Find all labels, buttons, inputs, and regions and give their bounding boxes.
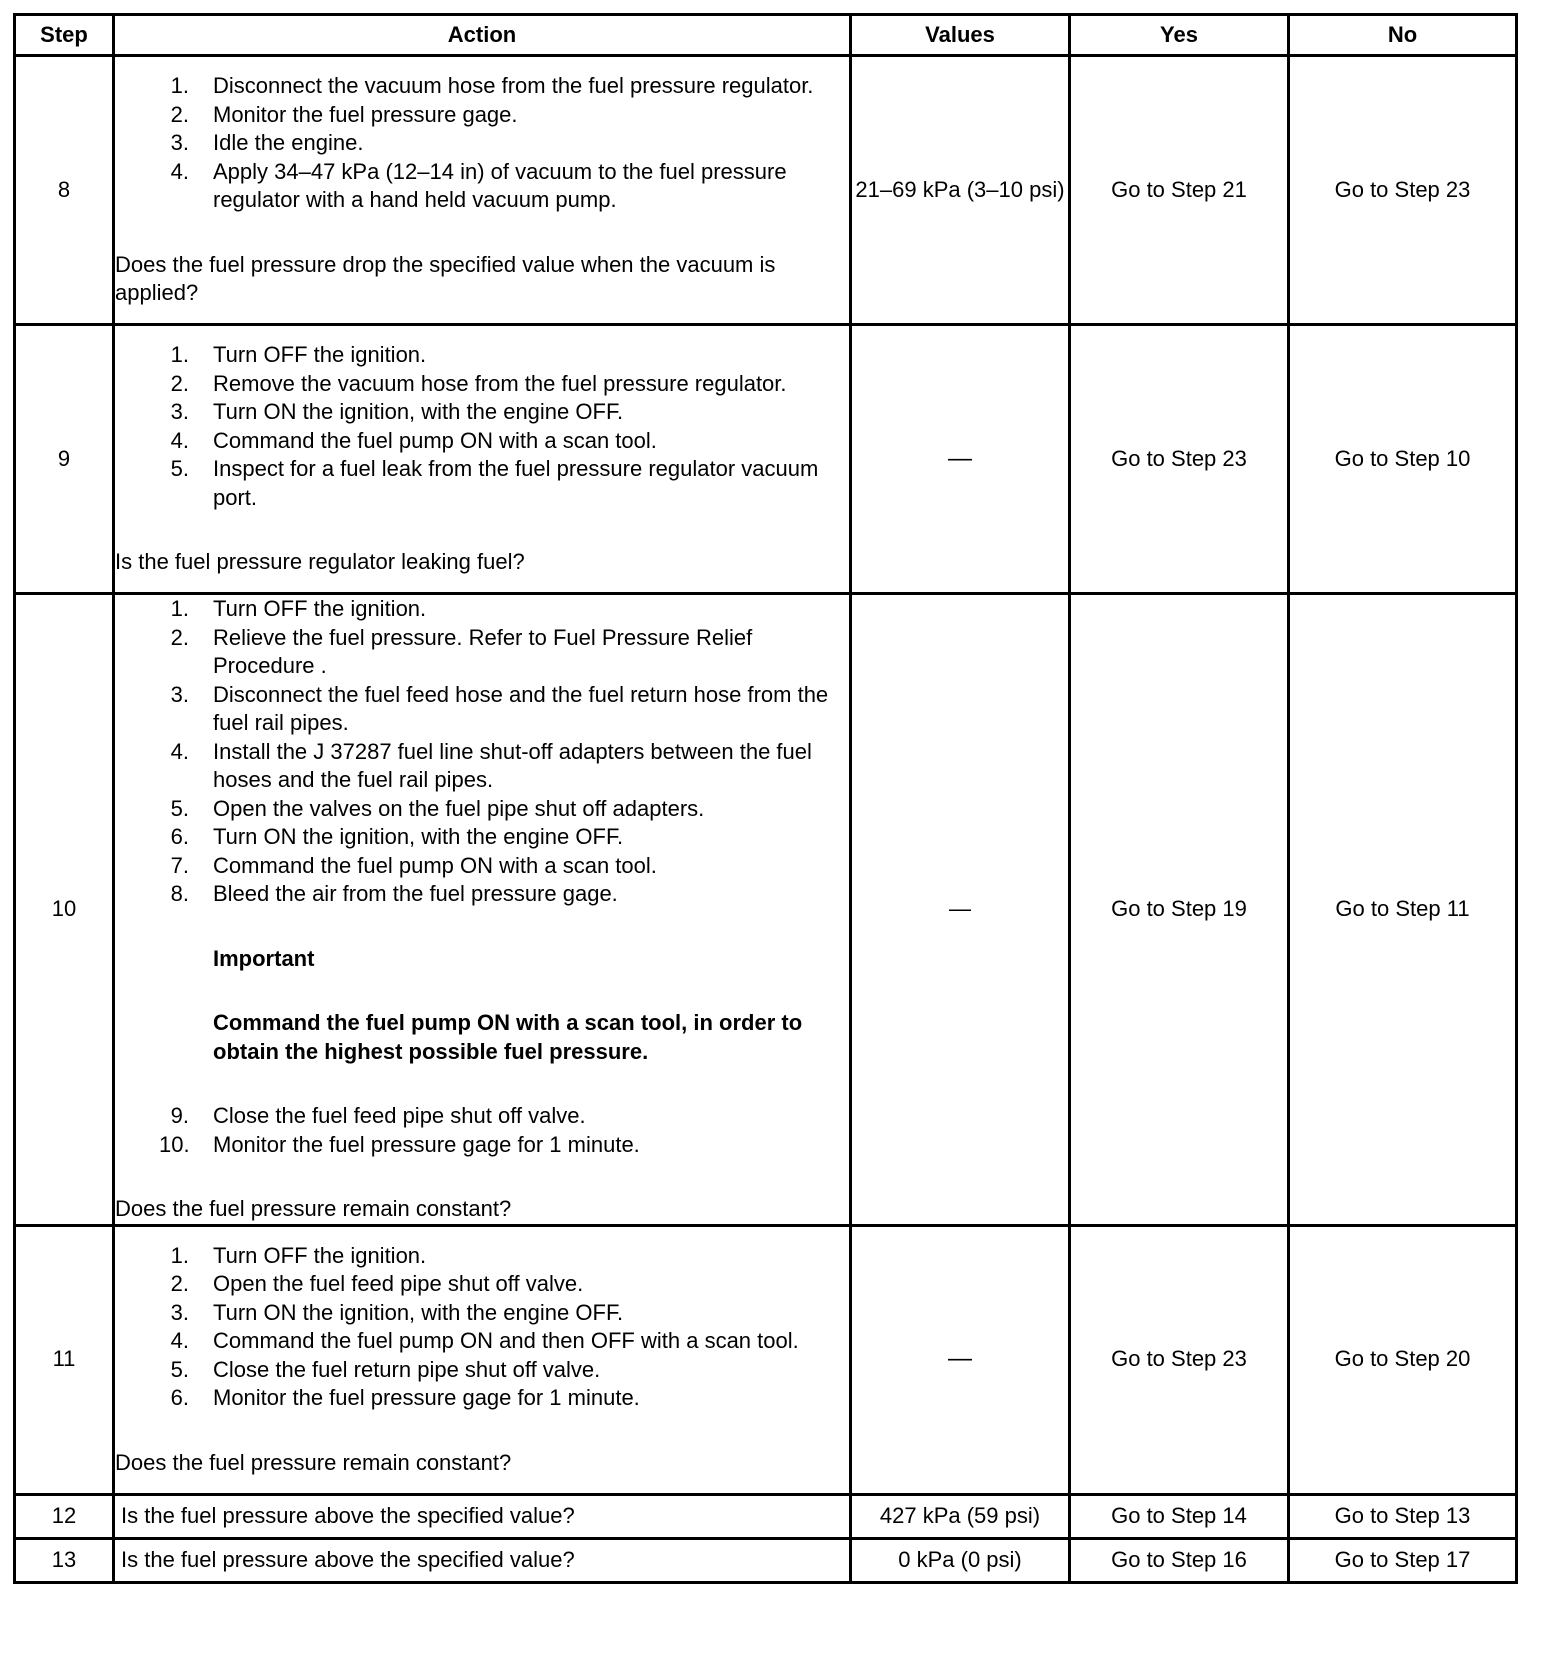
step-index: 3.: [170, 1299, 189, 1325]
step-index: 10.: [159, 1131, 190, 1157]
action-step: [115, 158, 849, 215]
header-step: Step: [15, 15, 114, 56]
step-index: 5.: [170, 1356, 189, 1382]
no-outcome: Go to Step 23: [1289, 56, 1517, 325]
action-cell: [114, 56, 851, 325]
yes-outcome: Go to Step 14: [1070, 1494, 1289, 1538]
action-step: [115, 852, 849, 881]
action-steps: [115, 341, 849, 512]
step-text: Bleed the air from the fuel pressure gage.: [213, 881, 618, 906]
step-number: 11: [15, 1225, 114, 1494]
header-values: Values: [851, 15, 1070, 56]
step-text: Monitor the fuel pressure gage for 1 minute.: [213, 1131, 640, 1157]
step-index: 1.: [170, 1242, 189, 1268]
yes-outcome: Go to Step 23: [1070, 325, 1289, 594]
step-index: 6.: [170, 1385, 189, 1411]
step-number: 9: [15, 325, 114, 594]
action-step: [115, 624, 849, 681]
action-step: [115, 1102, 849, 1131]
step-text: Command the fuel pump ON with a scan tool.: [213, 427, 657, 453]
spec-value: —: [851, 325, 1070, 594]
important-note: Command the fuel pump ON with a scan tool, in order to obtain the highest possible fuel pressure.: [213, 1010, 803, 1064]
spec-value: 0 kPa (0 psi): [851, 1538, 1070, 1582]
action-step: [115, 880, 849, 909]
spec-value: —: [851, 1225, 1070, 1494]
step-index: 5.: [170, 795, 189, 821]
table-row: [15, 1538, 1517, 1582]
step-question: Is the fuel pressure regulator leaking fuel?: [115, 549, 525, 575]
step-question: Does the fuel pressure drop the specified value when the vacuum is applied?: [115, 251, 776, 306]
action-cell: [114, 594, 851, 1226]
action-step: [115, 398, 849, 427]
action-step: [115, 427, 849, 456]
step-question: Is the fuel pressure above the specified value?: [114, 1538, 851, 1582]
step-index: 4.: [170, 427, 189, 453]
step-index: 6.: [170, 824, 189, 849]
step-index: 1.: [170, 73, 189, 99]
step-question: Is the fuel pressure above the specified value?: [114, 1494, 851, 1538]
step-text: Command the fuel pump ON with a scan tool.: [213, 852, 657, 878]
step-index: 2.: [170, 101, 189, 127]
action-step: [115, 823, 849, 852]
action-step: [115, 1270, 849, 1299]
action-steps: [115, 72, 849, 215]
step-text: Idle the engine.: [213, 130, 364, 156]
step-index: 1.: [170, 596, 189, 621]
action-step: [115, 72, 849, 101]
action-step: [115, 1384, 849, 1413]
step-text: Apply 34–47 kPa (12–14 in) of vacuum to the fuel pressure regulator with a hand held vacuum pump.: [213, 158, 787, 213]
step-text: Turn ON the ignition, with the engine OFF.: [213, 824, 624, 849]
action-step: [115, 129, 849, 158]
step-text: Relieve the fuel pressure. Refer to Fuel Pressure Relief Procedure .: [213, 624, 753, 678]
header-yes: Yes: [1070, 15, 1289, 56]
action-step: [115, 681, 849, 738]
step-index: 4.: [170, 738, 189, 764]
action-step: [115, 1327, 849, 1356]
important-heading: Important: [213, 945, 315, 971]
step-index: 4.: [170, 158, 189, 184]
action-step: [115, 455, 849, 512]
action-steps: [115, 1102, 849, 1159]
step-index: 9.: [170, 1103, 189, 1128]
step-index: 2.: [170, 1271, 189, 1297]
spec-value: 427 kPa (59 psi): [851, 1494, 1070, 1538]
table-header-row: [15, 15, 1517, 56]
no-outcome: Go to Step 20: [1289, 1225, 1517, 1494]
action-cell: [114, 1225, 851, 1494]
step-index: 3.: [170, 681, 189, 707]
table-row: [15, 56, 1517, 325]
table-row: [15, 1494, 1517, 1538]
step-text: Remove the vacuum hose from the fuel pressure regulator.: [213, 370, 787, 396]
table-row: [15, 1225, 1517, 1494]
step-index: 7.: [170, 852, 189, 878]
step-text: Close the fuel feed pipe shut off valve.: [213, 1103, 586, 1128]
step-index: 3.: [170, 130, 189, 156]
action-steps: [115, 595, 849, 909]
action-step: [115, 595, 849, 624]
step-text: Monitor the fuel pressure gage for 1 minute.: [213, 1385, 640, 1411]
yes-outcome: Go to Step 23: [1070, 1225, 1289, 1494]
step-text: Disconnect the vacuum hose from the fuel pressure regulator.: [213, 73, 814, 99]
action-step: [115, 341, 849, 370]
step-number: 10: [15, 594, 114, 1226]
step-text: Monitor the fuel pressure gage.: [213, 101, 518, 127]
step-text: Disconnect the fuel feed hose and the fuel return hose from the fuel rail pipes.: [213, 681, 829, 735]
step-text: Open the valves on the fuel pipe shut off adapters.: [213, 795, 705, 821]
step-text: Turn OFF the ignition.: [213, 342, 427, 368]
step-index: 3.: [170, 399, 189, 425]
spec-value: —: [851, 594, 1070, 1226]
action-step: [115, 370, 849, 399]
no-outcome: Go to Step 17: [1289, 1538, 1517, 1582]
step-text: Turn OFF the ignition.: [213, 596, 427, 621]
action-step: [115, 1356, 849, 1385]
step-text: Turn ON the ignition, with the engine OFF.: [213, 399, 624, 425]
action-step: [115, 1131, 849, 1160]
table-row: [15, 594, 1517, 1226]
step-number: 13: [15, 1538, 114, 1582]
spec-value: 21–69 kPa (3–10 psi): [851, 56, 1070, 325]
step-index: 2.: [170, 624, 189, 650]
no-outcome: Go to Step 10: [1289, 325, 1517, 594]
step-index: 5.: [170, 456, 189, 482]
yes-outcome: Go to Step 19: [1070, 594, 1289, 1226]
table-row: [15, 325, 1517, 594]
step-text: Inspect for a fuel leak from the fuel pressure regulator vacuum port.: [213, 456, 819, 510]
action-step: [115, 795, 849, 824]
header-no: No: [1289, 15, 1517, 56]
yes-outcome: Go to Step 21: [1070, 56, 1289, 325]
header-action: Action: [114, 15, 851, 56]
step-text: Install the J 37287 fuel line shut-off adapters between the fuel hoses and the fuel rail pipes.: [213, 738, 812, 792]
action-steps: [115, 1242, 849, 1413]
step-index: 1.: [170, 342, 189, 368]
no-outcome: Go to Step 13: [1289, 1494, 1517, 1538]
step-text: Close the fuel return pipe shut off valve.: [213, 1356, 601, 1382]
step-number: 12: [15, 1494, 114, 1538]
yes-outcome: Go to Step 16: [1070, 1538, 1289, 1582]
step-text: Turn ON the ignition, with the engine OFF.: [213, 1299, 624, 1325]
diagnostic-table: [13, 13, 1518, 1584]
step-index: 2.: [170, 370, 189, 396]
step-number: 8: [15, 56, 114, 325]
action-step: [115, 101, 849, 130]
action-step: [115, 738, 849, 795]
step-text: Command the fuel pump ON and then OFF with a scan tool.: [213, 1328, 799, 1354]
step-text: Open the fuel feed pipe shut off valve.: [213, 1271, 584, 1297]
action-step: [115, 1299, 849, 1328]
step-index: 4.: [170, 1328, 189, 1354]
no-outcome: Go to Step 11: [1289, 594, 1517, 1226]
step-index: 8.: [170, 881, 189, 906]
action-cell: [114, 325, 851, 594]
step-question: Does the fuel pressure remain constant?: [115, 1196, 512, 1221]
step-text: Turn OFF the ignition.: [213, 1242, 427, 1268]
step-question: Does the fuel pressure remain constant?: [115, 1449, 512, 1475]
action-step: [115, 1242, 849, 1271]
